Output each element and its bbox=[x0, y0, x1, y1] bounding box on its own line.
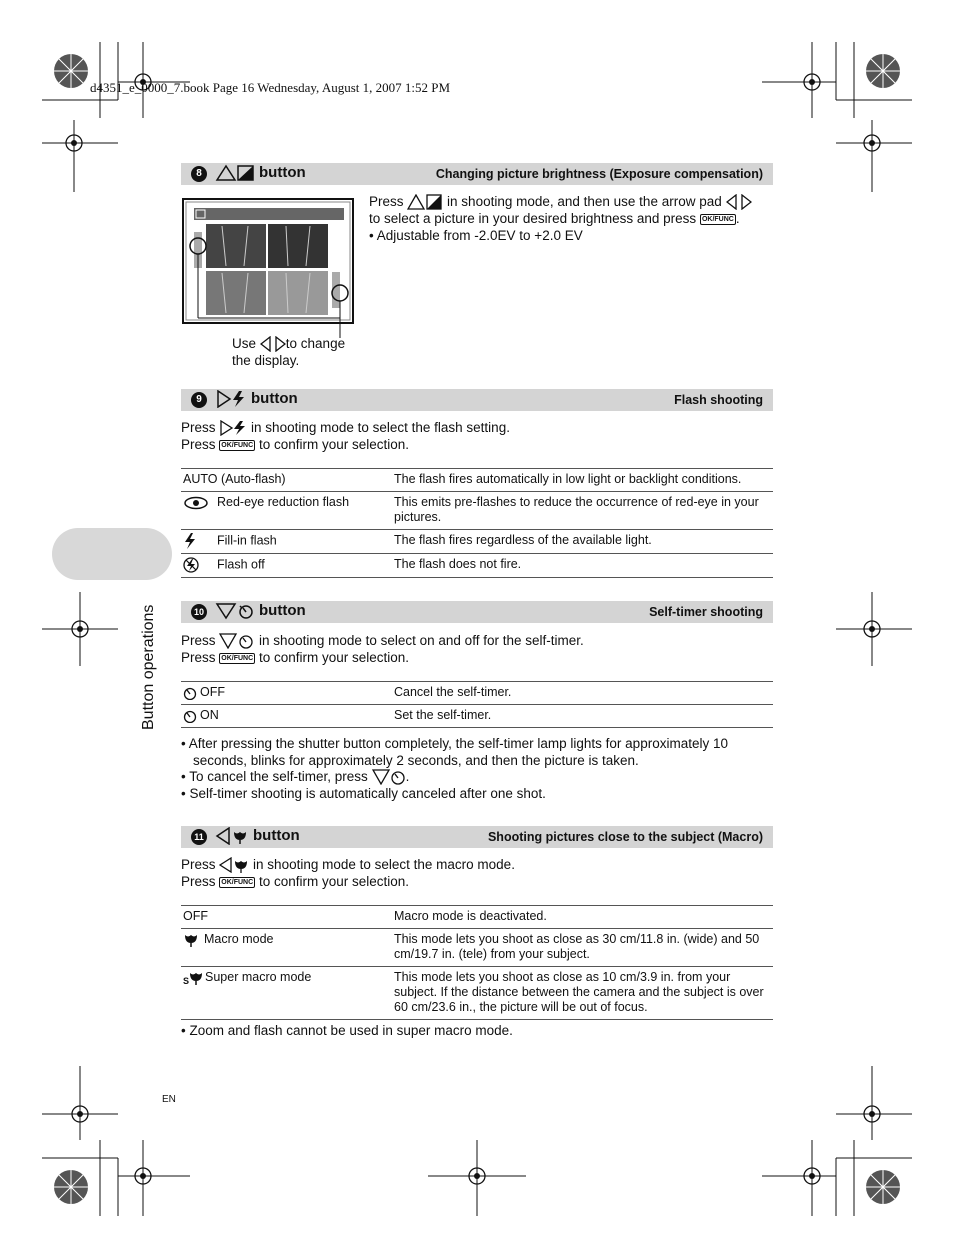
super-macro-icon bbox=[183, 971, 203, 985]
book-header: d4351_e_0000_7.book Page 16 Wednesday, August 1, 2007 1:52 PM bbox=[90, 80, 451, 95]
ok-func-icon: OK/FUNC bbox=[221, 441, 254, 449]
exposure-instruction-line2: to select a picture in your desired brightness and press OK/FUNC . bbox=[369, 211, 740, 226]
timer-mode-on: ON bbox=[200, 708, 219, 722]
timer-bullet-1b: seconds, blinks for approximately 2 seconds, and then the picture is taken. bbox=[193, 753, 639, 768]
macro-bullet: • Zoom and flash cannot be used in super macro mode. bbox=[181, 1023, 513, 1038]
red-eye-icon bbox=[183, 496, 209, 510]
down-arrow-self-timer-icon bbox=[219, 633, 255, 649]
macro-mode-table bbox=[181, 905, 773, 1020]
ok-func-icon: OK/FUNC bbox=[221, 878, 254, 886]
left-arrow-macro-icon bbox=[219, 857, 249, 873]
flash-mode-fillin: Fill-in flash bbox=[217, 533, 277, 548]
macro-mode-off: OFF bbox=[181, 906, 392, 929]
section-subtitle: Self-timer shooting bbox=[649, 605, 763, 619]
timer-mode-off: OFF bbox=[200, 685, 225, 699]
macro-instruction-line2: Press OK/FUNC to confirm your selection. bbox=[181, 874, 409, 889]
flash-instruction-line2: Press OK/FUNC to confirm your selection. bbox=[181, 437, 409, 452]
button-word: button bbox=[251, 390, 298, 407]
macro-mode-desc: This mode lets you shoot as close as 30 cm/11.8 in. (wide) and 50 cm/19.7 in. (tele) from your subject. bbox=[392, 929, 773, 967]
exposure-preview-illustration bbox=[182, 198, 354, 340]
language-code: EN bbox=[162, 1094, 176, 1105]
macro-instruction-line1: Press in shooting mode to select the macro mode. bbox=[181, 857, 515, 872]
side-tab bbox=[52, 528, 172, 580]
flash-mode-redeye: Red-eye reduction flash bbox=[217, 495, 350, 509]
exposure-caption-line2: the display. bbox=[232, 353, 300, 368]
macro-mode-desc: Macro mode is deactivated. bbox=[392, 906, 773, 929]
section-header-timer bbox=[181, 601, 773, 623]
up-arrow-exposure-icon bbox=[407, 194, 443, 210]
section-header-exposure bbox=[181, 163, 773, 185]
exposure-bullet: • Adjustable from -2.0EV to +2.0 EV bbox=[369, 228, 583, 243]
table-row bbox=[181, 967, 773, 1020]
section-number: 9 bbox=[191, 392, 207, 408]
left-right-arrow-icon bbox=[260, 336, 286, 352]
self-timer-icon bbox=[183, 686, 197, 700]
flash-mode-desc: The flash does not fire. bbox=[392, 554, 773, 578]
timer-bullet-2: • To cancel the self-timer, press . bbox=[181, 769, 410, 784]
timer-mode-table bbox=[181, 681, 773, 728]
table-row bbox=[181, 530, 773, 554]
flash-instruction-line1: Press in shooting mode to select the flash setting. bbox=[181, 420, 510, 435]
section-number: 11 bbox=[191, 829, 207, 845]
table-row bbox=[181, 469, 773, 492]
up-arrow-exposure-icon bbox=[215, 164, 255, 182]
flash-mode-off: Flash off bbox=[217, 557, 265, 572]
button-word: button bbox=[259, 164, 306, 181]
section-subtitle: Changing picture brightness (Exposure compensation) bbox=[435, 167, 763, 181]
section-number: 8 bbox=[191, 166, 207, 182]
button-word: button bbox=[259, 602, 306, 619]
section-header-macro bbox=[181, 826, 773, 848]
table-row bbox=[181, 682, 773, 705]
left-right-arrow-icon bbox=[726, 194, 752, 210]
macro-mode-macro: Macro mode bbox=[204, 932, 274, 946]
right-arrow-flash-icon bbox=[219, 420, 247, 436]
timer-mode-desc: Cancel the self-timer. bbox=[392, 682, 773, 705]
table-row bbox=[181, 554, 773, 578]
table-row bbox=[181, 705, 773, 728]
right-arrow-flash-icon bbox=[215, 390, 247, 408]
section-subtitle: Flash shooting bbox=[674, 393, 763, 407]
down-arrow-self-timer-icon bbox=[372, 769, 406, 785]
section-header-flash bbox=[181, 389, 773, 411]
timer-bullet-3: • Self-timer shooting is automatically canceled after one shot. bbox=[181, 786, 546, 801]
timer-instruction-line1: Press in shooting mode to select on and off for the self-timer. bbox=[181, 633, 584, 648]
flash-icon bbox=[183, 533, 197, 549]
exposure-caption-line1: Use to change bbox=[232, 336, 346, 351]
table-row bbox=[181, 906, 773, 929]
section-subtitle: Shooting pictures close to the subject (Macro) bbox=[487, 830, 763, 844]
down-arrow-self-timer-icon bbox=[215, 602, 255, 620]
svg-text:S: S bbox=[183, 975, 190, 985]
flash-mode-desc: This emits pre-flashes to reduce the occurrence of red-eye in your pictures. bbox=[392, 492, 773, 530]
macro-icon bbox=[183, 933, 199, 947]
flash-mode-auto: AUTO (Auto-flash) bbox=[181, 469, 392, 492]
macro-mode-super: Super macro mode bbox=[205, 970, 312, 984]
timer-bullet-1a: • After pressing the shutter button completely, the self-timer lamp lights for approximately 10 bbox=[181, 736, 728, 751]
macro-mode-desc: This mode lets you shoot as close as 10 cm/3.9 in. from your subject. If the distance between the camera and the subject is over 60 cm/23.6 in., the picture will be out of focus. bbox=[392, 967, 773, 1020]
left-arrow-macro-icon bbox=[215, 827, 249, 845]
flash-off-icon bbox=[183, 557, 199, 573]
flash-mode-table bbox=[181, 468, 773, 578]
ok-func-icon: OK/FUNC bbox=[221, 654, 254, 662]
self-timer-icon bbox=[183, 709, 197, 723]
exposure-instruction-line1: Press in shooting mode, and then use the arrow pad bbox=[369, 193, 752, 210]
table-row bbox=[181, 492, 773, 530]
button-word: button bbox=[253, 827, 300, 844]
side-tab-label: Button operations bbox=[140, 604, 157, 730]
table-row bbox=[181, 929, 773, 967]
timer-instruction-line2: Press OK/FUNC to confirm your selection. bbox=[181, 650, 409, 665]
ok-func-icon: OK/FUNC bbox=[701, 215, 734, 223]
flash-mode-desc: The flash fires automatically in low light or backlight conditions. bbox=[392, 469, 773, 492]
section-number: 10 bbox=[191, 604, 207, 620]
timer-mode-desc: Set the self-timer. bbox=[392, 705, 773, 728]
flash-mode-desc: The flash fires regardless of the available light. bbox=[392, 530, 773, 554]
